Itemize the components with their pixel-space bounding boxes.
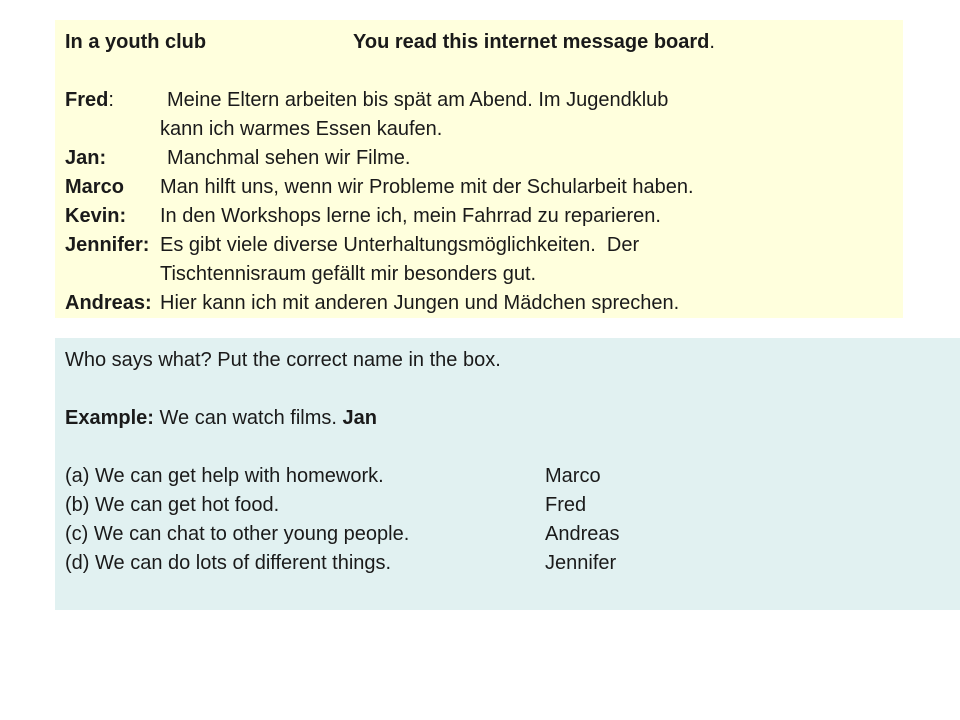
example-text: We can watch films. [153,407,343,429]
message-jan-name: Jan: [65,147,107,169]
message-andreas-name: Andreas: [65,292,152,314]
message-jennifer-line-1: Es gibt viele diverse Unterhaltungsmöglichkeiten. Der [160,234,640,256]
example-answer: Jan [342,407,377,429]
example-label: Example: [65,407,154,429]
message-kevin-name: Kevin: [65,205,127,227]
message-board-box [55,20,903,318]
message-fred-line-1: Meine Eltern arbeiten bis spät am Abend. Im Jugendklub [167,89,669,111]
message-marco-name: Marco [65,176,124,198]
task-example [65,404,377,433]
task-answer-a: Marco [545,465,601,487]
message-andreas-line-1: Hier kann ich mit anderen Jungen und Mädchen sprechen. [160,292,680,314]
task-question-a: (a) We can get help with homework. [65,465,384,487]
header-instruction-text: You read this internet message board [353,31,710,53]
message-fred-colon: : [108,89,114,111]
task-question-b: (b) We can get hot food. [65,494,280,516]
message-marco-line-1: Man hilft uns, wenn wir Probleme mit der Schularbeit haben. [160,176,694,198]
task-question-d: (d) We can do lots of different things. [65,552,392,574]
task-instruction: Who says what? Put the correct name in the box. [65,349,501,371]
message-fred-name-text: Fred [65,89,109,111]
message-fred-line-2: kann ich warmes Essen kaufen. [160,118,443,140]
header-setting: In a youth club [65,31,207,53]
header-period: . [709,31,715,53]
message-jan-line-1: Manchmal sehen wir Filme. [167,147,411,169]
task-answer-d: Jennifer [545,552,617,574]
message-jennifer-line-2: Tischtennisraum gefällt mir besonders gut. [160,263,537,285]
message-fred-name [65,86,114,115]
message-kevin-line-1: In den Workshops lerne ich, mein Fahrrad zu reparieren. [160,205,661,227]
task-answer-b: Fred [545,494,587,516]
header-instruction [353,28,715,57]
task-answer-c: Andreas [545,523,620,545]
task-box [55,338,960,610]
message-jennifer-name: Jennifer: [65,234,150,256]
task-question-c: (c) We can chat to other young people. [65,523,410,545]
board-header [65,28,715,57]
